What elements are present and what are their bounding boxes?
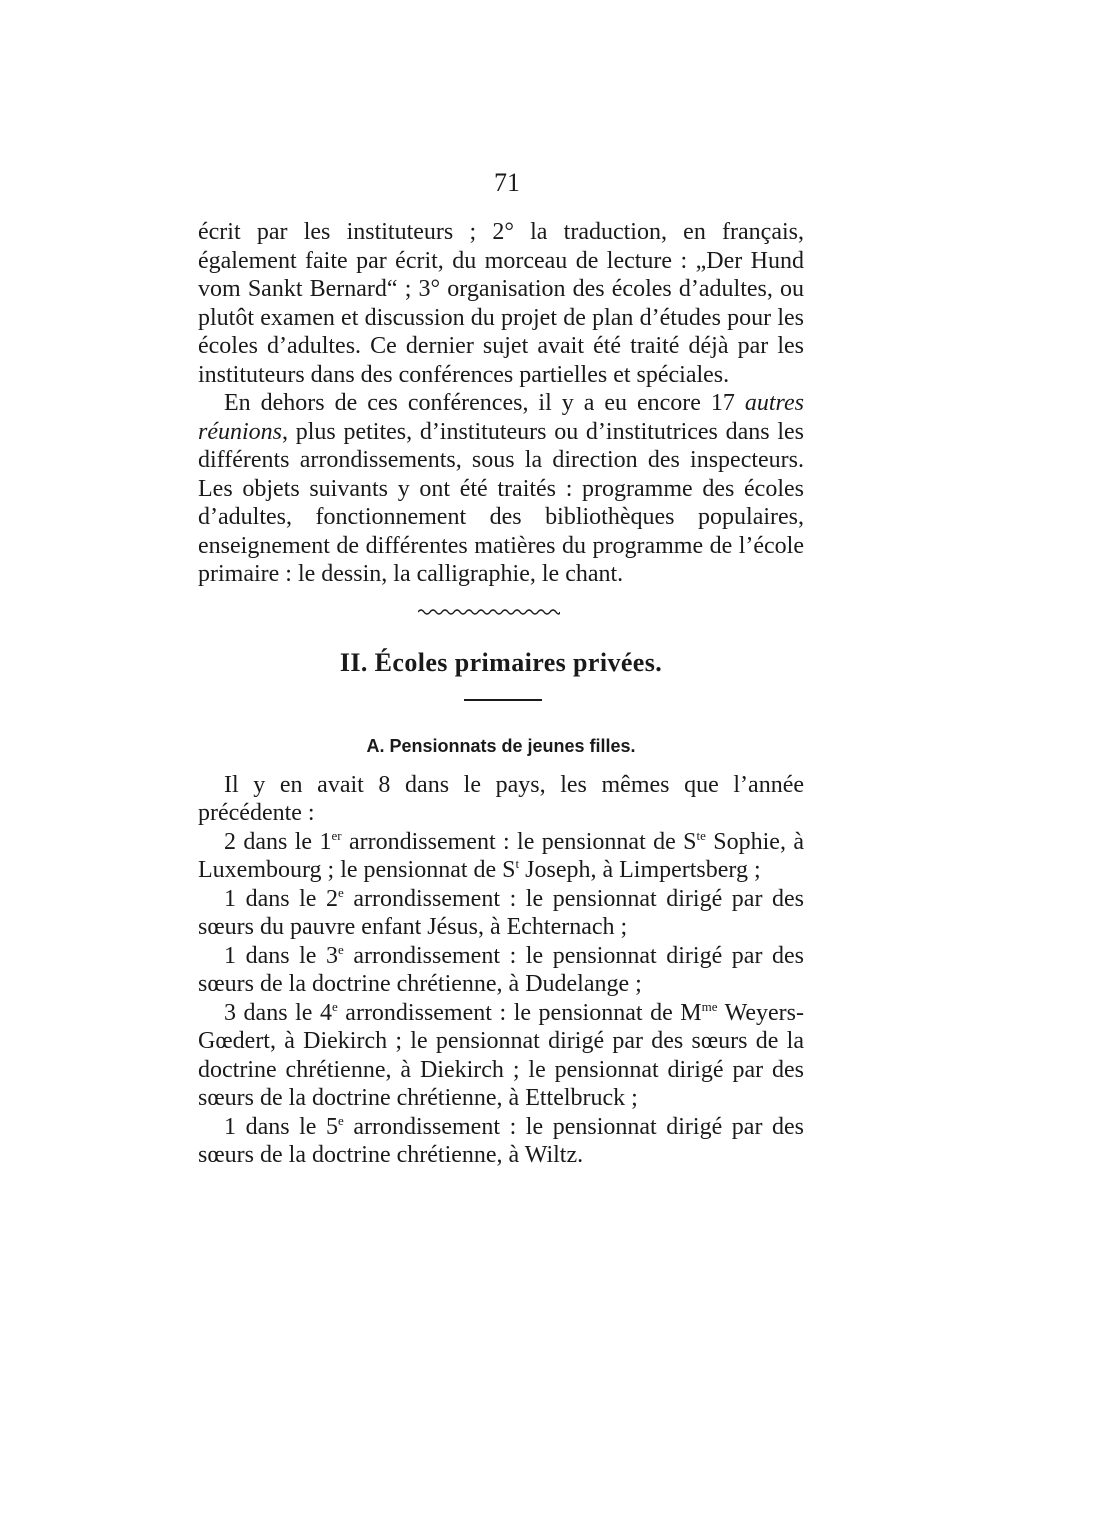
reunions-text-start: En dehors de ces conférences, il y a eu encore 17 [224, 390, 745, 416]
arr2-text-b: arrondissement : le pensionnat dirigé par des sœurs du pauvre enfant Jésus, à Echternach ; [198, 885, 805, 940]
arr4-sup-a: e [331, 998, 338, 1014]
arr1-text-a: 2 dans le 1 [224, 828, 332, 855]
arrondissement-4-paragraph [198, 999, 804, 1113]
document-page [198, 168, 804, 1170]
arrondissement-3-paragraph [198, 942, 804, 999]
wavy-divider [418, 607, 560, 617]
wavy-divider-icon [418, 607, 560, 617]
arr3-sup-a: e [338, 941, 344, 957]
reunions-paragraph [198, 389, 804, 589]
arr2-sup-a: e [338, 884, 344, 900]
reunions-emphasis: autres réunions [198, 390, 804, 445]
arr1-text-d: Joseph, à Limpertsberg ; [519, 857, 761, 883]
arr1-sup-c: t [515, 856, 520, 871]
body-text [198, 218, 804, 589]
section-title: II. Écoles primaires privées. [339, 647, 663, 677]
arr1-text-b: arrondissement : le pensionnat de S [341, 828, 697, 855]
pensionnats-text [198, 771, 804, 1170]
arr3-text-a: 1 dans le 3 [224, 942, 339, 969]
count-paragraph: Il y en avait 8 dans le pays, les mêmes que l’année précédente : [198, 771, 804, 826]
arrondissement-2-paragraph [198, 885, 804, 942]
arr5-text-a: 1 dans le 5 [224, 1113, 339, 1140]
reunions-text-end: , plus petites, d’instituteurs ou d’institutrices dans les différents arrondissements, sous la direction des inspecteurs. Les objets suivants y ont été traités : programme des écoles d’adultes, fonctionnement des bibliothèques populaires, enseignement de différentes matières du programme de l’école primaire : le dessin, la calligraphie, le chant. [198, 418, 804, 587]
arrondissement-1-paragraph [198, 828, 804, 885]
arr2-text-a: 1 dans le 2 [224, 885, 339, 912]
arr5-sup-a: e [338, 1112, 344, 1128]
arr5-text-b: arrondissement : le pensionnat dirigé par des sœurs de la doctrine chrétienne, à Wiltz. [198, 1113, 805, 1168]
arr4-text-a: 3 dans le 4 [224, 999, 332, 1026]
arr4-sup-b: me [701, 998, 718, 1014]
arr4-text-b: arrondissement : le pensionnat de M [337, 999, 702, 1026]
arr1-sup-b: te [696, 827, 706, 843]
subsection-title: A. Pensionnats de jeunes filles. [366, 735, 636, 756]
page-number: 71 [494, 168, 520, 197]
title-rule [464, 699, 542, 701]
arr1-sup-a: er [331, 827, 342, 843]
arr3-text-b: arrondissement : le pensionnat dirigé par des sœurs de la doctrine chrétienne, à Dudelange ; [198, 942, 805, 997]
arr4-text-c: Weyers-Gœdert, à Diekirch ; le pensionnat dirigé par des sœurs de la doctrine chrétienne, à Diekirch ; le pensionnat dirigé par des sœurs de la doctrine chrétienne, à Ettelbruck ; [198, 999, 805, 1111]
arrondissement-5-paragraph [198, 1113, 804, 1170]
arr1-text-c: Sophie, à Luxembourg ; le pensionnat de S [198, 828, 805, 883]
intro-paragraph: écrit par les instituteurs ; 2° la traduction, en français, également faite par écrit, du morceau de lecture : „Der Hund vom Sankt Bernard“ ; 3° organisation des écoles d’adultes, ou plutôt examen et discussion du projet de plan d’études pour les écoles d’adultes. Ce dernier sujet avait été traité déjà par les instituteurs dans des conférences partielles et spéciales. [198, 219, 804, 388]
